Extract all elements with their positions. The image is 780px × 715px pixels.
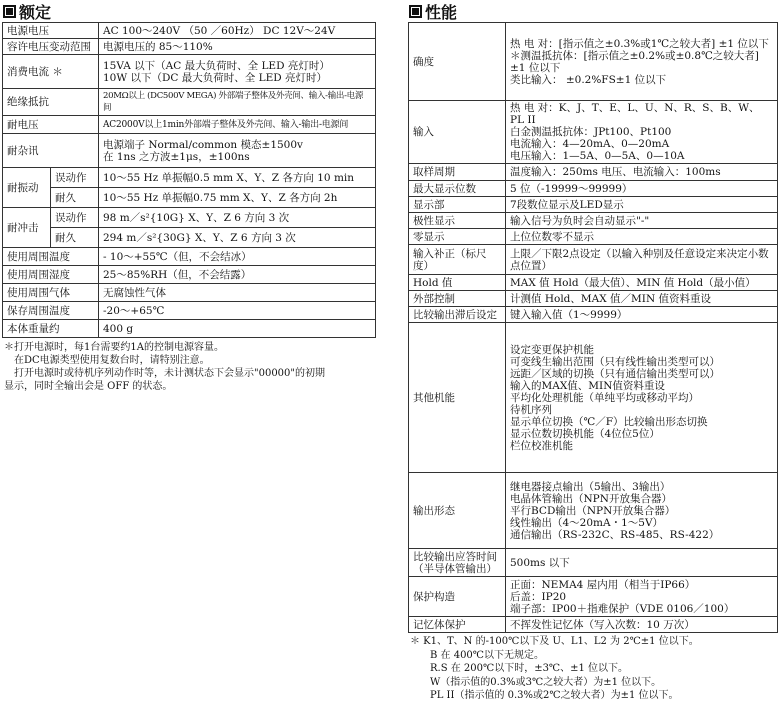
row-label: 比较输出滞后设定 [409, 307, 506, 323]
row-label: 输入 [409, 101, 506, 164]
row-label: 消费电流 ＊ [3, 55, 99, 89]
row-value: 无腐蚀性气体 [99, 284, 376, 302]
table-row [409, 549, 778, 577]
row-value: 10～55 Hz 单振幅0.5 mm X、Y、Z 各方向 10 min [99, 168, 376, 188]
row-value: 98 m／s²{10G} X、Y、Z 6 方向 3 次 [99, 208, 376, 228]
row-value: 上限／下限2点设定（以输入种别及任意设定来决定小数点位置） [506, 245, 778, 275]
row-label: 最大显示位数 [409, 181, 506, 197]
table-row [3, 23, 376, 39]
table-row [409, 473, 778, 549]
row-label: 容许电压变动范围 [3, 39, 99, 55]
table-row [3, 168, 376, 188]
row-label: 输入补正（标尺度） [409, 245, 506, 275]
ratings-heading [2, 0, 376, 22]
table-row [409, 101, 778, 164]
row-label: 比较输出应答时间（半导体管输出） [409, 549, 506, 577]
row-value: 294 m／s²{30G} X、Y、Z 6 方向 3 次 [99, 228, 376, 248]
row-value: 计测值 Hold、MAX 值／MIN 值资料重设 [506, 291, 778, 307]
row-label: 保存周围温度 [3, 302, 99, 320]
performance-notes: ＊ K1、T、N 的-100℃以下及 U、L1、L2 为 2℃±1 位以下。 B 在 400℃以下无规定。 R.S 在 200℃以下时，±3℃、±1 位以下。 W（指示值的0.3%或3℃之较大者）为±1 位以下。 PL II（指示值的 0.3%或2℃之较大者）为±1 位以下。 [410, 636, 699, 701]
performance-heading [408, 0, 778, 22]
row-label: 耐冲击 [3, 208, 51, 248]
row-value: 上位位数零不显示 [506, 229, 778, 245]
row-label: 耐电压 [3, 116, 99, 134]
table-row [409, 577, 778, 617]
row-value: 温度输入：250ms 电压、电流输入：100ms [506, 164, 778, 181]
row-value: 电源电压的 85～110% [99, 39, 376, 55]
row-value: 10～55 Hz 单振幅0.75 mm X、Y、Z 各方向 2h [99, 188, 376, 208]
ratings-table [2, 22, 376, 168]
table-row [409, 245, 778, 275]
row-label: 其他机能 [409, 323, 506, 473]
row-label: 绝缘抵抗 [3, 89, 99, 116]
row-value: AC 100～240V （50 ／60Hz） DC 12V～24V [99, 23, 376, 39]
table-row [3, 89, 376, 116]
table-row [409, 291, 778, 307]
row-label: 确度 [409, 23, 506, 101]
row-label: 输出形态 [409, 473, 506, 549]
row-sublabel: 耐久 [51, 188, 99, 208]
performance-table [408, 22, 778, 633]
ratings-table-sub [2, 167, 376, 338]
table-row [3, 284, 376, 302]
row-value: 热 电 对：[指示值之±0.3%或1℃之较大者] ±1 位以下 ＊测温抵抗体：[指示值之±0.2%或±0.8℃之较大者] ±1 位以下 类比输入： ±0.2%FS±1 位以下 [506, 23, 778, 101]
row-label: 显示部 [409, 197, 506, 213]
row-label: 零显示 [409, 229, 506, 245]
row-value: 热 电 对：K、J、T、E、L、U、N、R、S、B、W、PL II 白金测温抵抗体：JPt100、Pt100 电流输入：4—20mA、0—20mA 电压输入：1—5A、0—5A、0—10A [506, 101, 778, 164]
row-label: 使用周围温度 [3, 248, 99, 266]
row-sublabel: 耐久 [51, 228, 99, 248]
row-value: 继电器接点输出（5输出、3输出） 电晶体管输出（NPN开放集合器） 平行BCD输出（NPN开放集合器） 线性输出（4～20mA・1～5V） 通信输出（RS-232C、RS-485、RS-422） [506, 473, 778, 549]
table-row [3, 266, 376, 284]
row-value: 500ms 以下 [506, 549, 778, 577]
row-value: 正面：NEMA4 屋内用（相当于IP66） 后盖：IP20 端子部：IP00＋指难保护（VDE 0106／100） [506, 577, 778, 617]
row-label: 极性显示 [409, 213, 506, 229]
row-value: - 10～+55℃（但，不会结冰） [99, 248, 376, 266]
performance-section [408, 0, 778, 703]
table-row [3, 208, 376, 228]
row-label: 使用周围湿度 [3, 266, 99, 284]
table-row [3, 248, 376, 266]
table-row [409, 23, 778, 101]
table-row [3, 116, 376, 134]
row-label: 耐杂讯 [3, 134, 99, 168]
table-row [3, 55, 376, 89]
row-value: 设定变更保护机能 可变线生输出范围（只有线性输出类型可以） 远距／区域的切换（只有通信输出类型可以） 输入的MAX值、MIN值资料重设 平均化处理机能（单纯平均或移动平均） 待机序列 显示单位切换（℃／F）比较输出形态切换 显示位数切换机能（4位位5位） 栏位校准机能 [506, 323, 778, 473]
row-label: 保护构造 [409, 577, 506, 617]
table-row [3, 302, 376, 320]
table-row [409, 164, 778, 181]
heading-square-icon [409, 5, 422, 18]
row-value: 25～85%RH（但，不会结露） [99, 266, 376, 284]
row-value: 400 g [99, 320, 376, 338]
ratings-notes: ＊打开电源时，每1台需要约1A的控制电源容量。 在DC电源类型使用复数台时，请特别注意。 打开电源时或待机序列动作时等，未计测状态下会显示"00000"的初期 显示，同时全输出会是 OFF 的状态。 [4, 342, 326, 392]
row-label: 本体重量约 [3, 320, 99, 338]
table-row [409, 197, 778, 213]
row-label: 记忆体保护 [409, 617, 506, 633]
row-label: 使用周围气体 [3, 284, 99, 302]
row-value: MAX 值 Hold（最大值）、MIN 值 Hold（最小值） [506, 275, 778, 291]
table-row [409, 213, 778, 229]
table-row [3, 39, 376, 55]
table-row [3, 134, 376, 168]
row-sublabel: 误动作 [51, 208, 99, 228]
row-value: AC2000V以上1min外部端子整体及外壳间、输入-输出-电源间 [99, 116, 376, 134]
row-label: 取样周期 [409, 164, 506, 181]
table-row [409, 323, 778, 473]
row-label: Hold 值 [409, 275, 506, 291]
table-row [3, 188, 376, 208]
row-label: 耐振动 [3, 168, 51, 208]
ratings-section [2, 0, 376, 393]
row-value: 键入输入值（1～9999） [506, 307, 778, 323]
table-row [409, 307, 778, 323]
row-value: -20～+65℃ [99, 302, 376, 320]
ratings-heading-text: 额定 [19, 2, 52, 22]
row-label: 外部控制 [409, 291, 506, 307]
performance-heading-text: 性能 [425, 2, 458, 22]
row-value: 输入信号为负时会自动显示"-" [506, 213, 778, 229]
row-sublabel: 误动作 [51, 168, 99, 188]
row-label: 电源电压 [3, 23, 99, 39]
table-row [3, 228, 376, 248]
row-value: 15VA 以下（AC 最大负荷时、全 LED 亮灯时） 10W 以下（DC 最大负荷时、全 LED 亮灯时） [99, 55, 376, 89]
row-value: 7段数位显示及LED显示 [506, 197, 778, 213]
heading-square-icon [3, 5, 16, 18]
table-row [409, 229, 778, 245]
row-value: 电源端子 Normal/common 模态±1500v 在 1ns 之方波±1μs，±100ns [99, 134, 376, 168]
table-row [409, 275, 778, 291]
table-row [409, 181, 778, 197]
table-row [409, 617, 778, 633]
row-value: 5 位（-19999～99999） [506, 181, 778, 197]
table-row [3, 320, 376, 338]
row-value: 20MΩ以上 (DC500V MEGA) 外部端子整体及外壳间、输入-输出-电源间 [99, 89, 376, 116]
row-value: 不挥发性记忆体（写入次数：10 万次） [506, 617, 778, 633]
